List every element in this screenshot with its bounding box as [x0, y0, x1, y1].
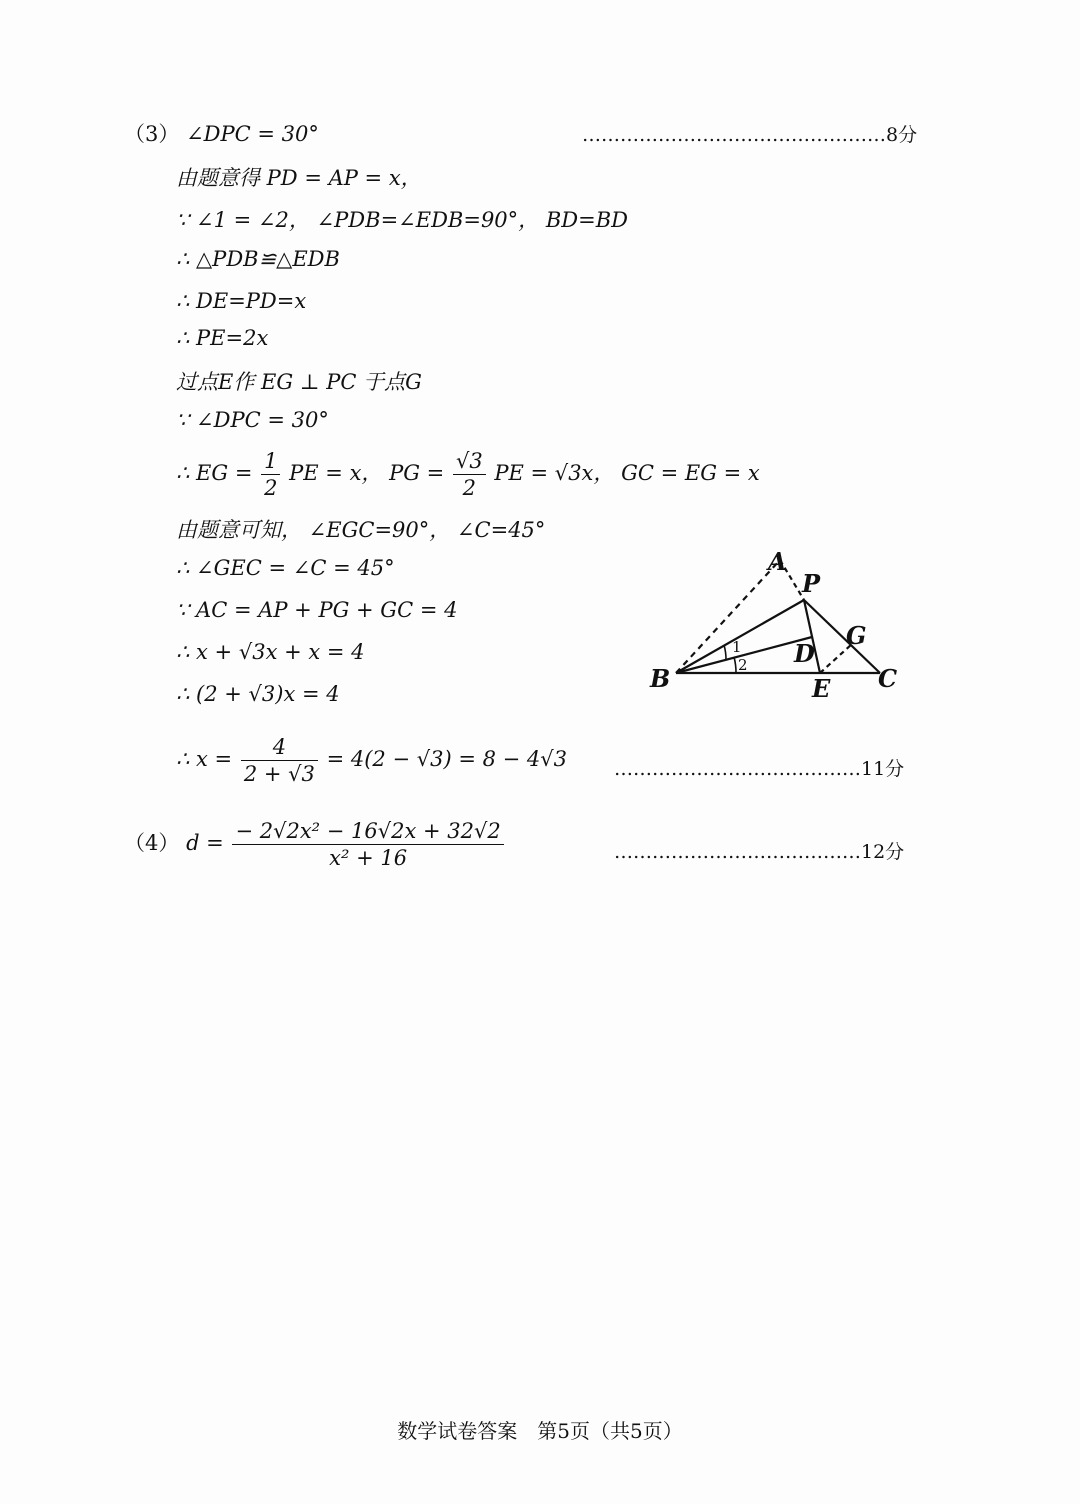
step-9: 由题意可知， ∠EGC=90°， ∠C=45° — [176, 518, 546, 542]
fraction-half — [261, 448, 280, 501]
step-11: ∵ AC = AP + PG + GC = 4 — [176, 598, 458, 622]
part3-header — [124, 118, 319, 148]
label-b: B — [650, 664, 671, 693]
step-12: ∴ x + √3x + x = 4 — [176, 640, 365, 664]
step-2: ∵ ∠1 = ∠2， ∠PDB=∠EDB=90°， BD=BD — [176, 208, 628, 232]
step-3: ∴ △PDB≌△EDB — [176, 247, 340, 271]
label-g: G — [846, 621, 867, 650]
fraction-half-den: 2 — [264, 476, 278, 500]
step-14-b: = 4(2 − √3) = 8 − 4√3 — [326, 747, 568, 771]
fraction-x — [241, 734, 318, 787]
page-footer: 数学试卷答案 第5页（共5页） — [397, 1419, 683, 1443]
label-angle-2: 2 — [738, 656, 748, 674]
label-c: C — [878, 664, 898, 693]
step-7: ∵ ∠DPC = 30° — [176, 408, 329, 432]
part4-lhs: d = — [186, 831, 224, 855]
step-14-a: ∴ x = — [176, 747, 233, 771]
score-8: …………………………………………8分 — [582, 124, 918, 146]
label-p: P — [802, 569, 821, 598]
label-e: E — [812, 674, 831, 703]
step-8-b: PE = x， PG = — [289, 461, 445, 485]
label-angle-1: 1 — [732, 638, 742, 656]
fraction-sqrt3-num: √3 — [453, 448, 486, 475]
angle-arc-2 — [734, 657, 736, 673]
part3-label: （3） — [124, 122, 180, 146]
step-5: ∴ PE=2x — [176, 326, 269, 350]
score-11: …………………………………11分 — [614, 758, 905, 780]
step-13: ∴ (2 + √3)x = 4 — [176, 682, 340, 706]
fraction-x-num: 4 — [241, 734, 318, 761]
step-4: ∴ DE=PD=x — [176, 289, 307, 313]
fraction-sqrt3-den: 2 — [462, 476, 477, 500]
fraction-sqrt3-half — [453, 448, 486, 501]
segment-pc — [804, 600, 880, 673]
step-8-c: PE = √3x， GC = EG = x — [494, 461, 760, 485]
label-a: A — [768, 547, 787, 576]
step-14 — [176, 734, 567, 787]
step-8-a: ∴ EG = — [176, 461, 253, 485]
fraction-d-num: − 2√2x² − 16√2x + 32√2 — [232, 818, 503, 845]
fraction-x-den: 2 + √3 — [243, 762, 315, 786]
fraction-half-num: 1 — [261, 448, 280, 475]
geometry-figure — [640, 540, 920, 710]
step-10: ∴ ∠GEC = ∠C = 45° — [176, 556, 395, 580]
part4-label: （4） — [124, 831, 180, 855]
step-6: 过点E作 EG ⊥ PC 于点G — [176, 370, 422, 394]
fraction-d-den: x² + 16 — [329, 846, 408, 870]
fraction-d — [232, 818, 503, 871]
score-12: …………………………………12分 — [614, 841, 905, 863]
step-8 — [176, 448, 760, 501]
segment-ba-dashed — [676, 560, 780, 673]
part4 — [124, 818, 506, 871]
part3-answer: ∠DPC = 30° — [186, 122, 319, 146]
step-1: 由题意得 PD = AP = x， — [176, 166, 422, 190]
label-d: D — [794, 639, 815, 668]
angle-arc-1 — [724, 645, 726, 660]
